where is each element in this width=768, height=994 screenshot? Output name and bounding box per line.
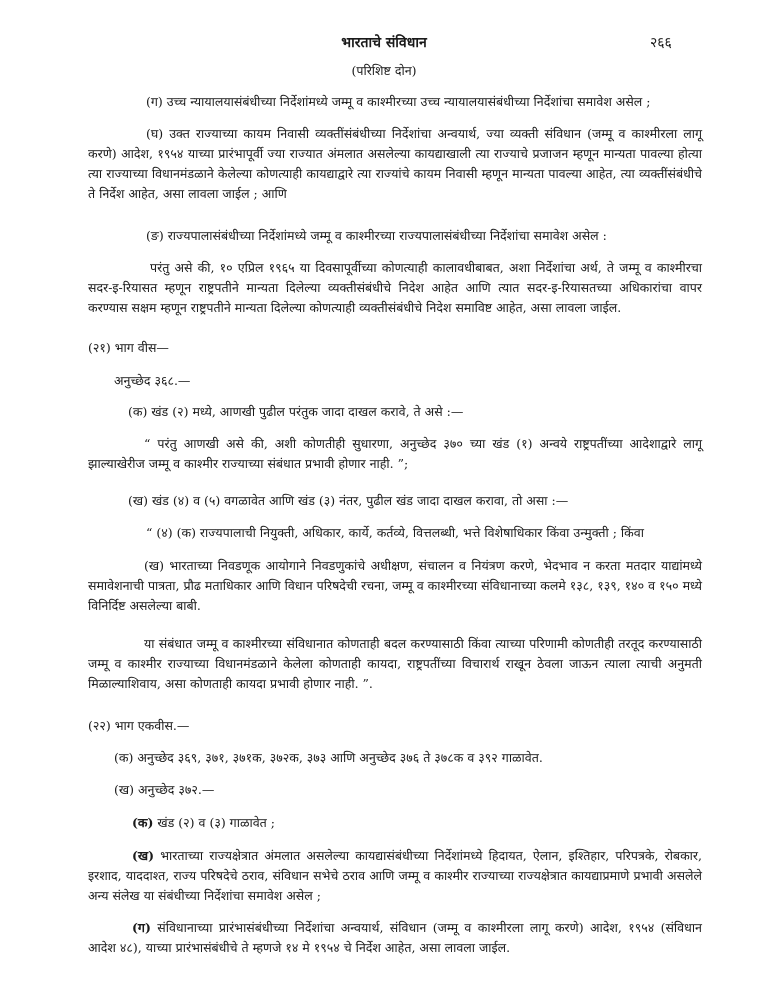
proviso-paragraph: परंतु असे की, १० एप्रिल १९६५ या दिवसापूर्वीच्या कोणत्याही कालावधीबाबत, अशा निर्देशांचा अर्थ, ते जम्मू व काश्मीरचा सदर-इ-रियासत म्हणून राष्ट्रपतीने मान्यता दिलेल्या व्यक्तीसंबंधीचे निदेश आहेत आणि त्यात सदर-इ-रियासतच्या अधिकारांचा वापर करण्यास सक्षम म्हणून राष्ट्रपतीने मान्यता दिलेल्या कोणत्याही व्यक्तीसंबंधीचे निदेश समाविष्ट आहेत, असा लावला जाईल. <box>88 260 702 315</box>
clause-22ka: (क) अनुच्छेद ३६९, ३७१, ३७१क, ३७२क, ३७३ आणि अनुच्छेद ३७६ ते ३७८क व ३९२ गाळावेत. <box>114 750 543 765</box>
page-header-title: भारताचे संविधान <box>341 35 427 51</box>
clause-gha: (घ) उक्त राज्याच्या कायम निवासी व्यक्तींसंबंधीच्या निर्देशांचा अन्वयार्थ, ज्या व्यक्ती संविधान (जम्मू व काश्मीरला लागू करणे) आदेश, १९५४ याच्या प्रारंभापूर्वी ज्या राज्यात अंमलात असलेल्या कायद्याखाली त्या राज्याचे प्रजाजन म्हणून मान्यता पावल्या होत्या त्या राज्याच्या विधानमंडळाने केलेल्या कोणत्याही कायद्याद्वारे त्या राज्यांचे कायम निवासी म्हणून मान्यता पावल्या आहेत, त्या व्यक्तींसंबंधीचे ते निर्देश आहेत, असा लावला जाईल ; आणि <box>88 126 702 201</box>
clause-4-closing: या संबंधात जम्मू व काश्मीरच्या संविधानात कोणताही बदल करण्यासाठी किंवा त्याच्या परिणामी कोणतीही तरतूद करण्यासाठी जम्मू व काश्मीर राज्याच्या विधानमंडळाने केलेला कोणताही कायदा, राष्ट्रपतींच्या विचारार्थ राखून ठेवला जाऊन त्याला त्याची अनुमती मिळाल्याशिवाय, असा कोणताही कायदा प्रभावी होणार नाही. ”. <box>88 636 702 691</box>
quoted-proviso: “ परंतु आणखी असे की, अशी कोणतीही सुधारणा, अनुच्छेद ३७० च्या खंड (१) अन्वये राष्ट्रपतींच्या आदेशाद्वारे लागू झाल्याखेरीज जम्मू व काश्मीर राज्याच्या संबंधात प्रभावी होणार नाही. ”; <box>88 436 702 471</box>
clause-372-ga <box>88 918 702 958</box>
clause-ga: (ग) उच्च न्यायालयासंबंधीच्या निर्देशांमध्ये जम्मू व काश्मीरच्या उच्च न्यायालयासंबंधीच्या निर्देशांचा समावेश असेल ; <box>146 94 651 109</box>
clause-4ka: “ (४) (क) राज्यपालाची नियुक्ती, अधिकार, कार्ये, कर्तव्ये, वित्तलब्धी, भत्ते विशेषाधिकार किंवा उन्मुक्ती ; किंवा <box>146 525 644 540</box>
clause-372-ka <box>132 813 702 833</box>
clause-text: खंड (२) व (३) गाळावेत ; <box>157 815 275 830</box>
clause-372-kha <box>88 846 702 906</box>
appendix-subtitle: (परिशिष्ट दोन) <box>351 63 417 78</box>
clause-text: भारताच्या राज्यक्षेत्रात अंमलात असलेल्या कायद्यासंबंधीच्या निर्देशांमध्ये हिदायत, ऐलान, इश्तिहार, परिपत्रके, रोबकार, इरशाद, याददाश्त, राज्य परिषदेचे ठराव, संविधान सभेचे ठराव आणि जम्मू व काश्मीर राज्याच्या राज्यक्षेत्रात कायद्याप्रमाणे प्रभावी असलेले अन्य संलेख या संबंधीच्या निर्देशांचा समावेश असेल ; <box>88 848 702 903</box>
clause-kha-khand4: (ख) खंड (४) व (५) वगळावेत आणि खंड (३) नंतर, पुढील खंड जादा दाखल करावा, तो असा :— <box>128 493 569 508</box>
clause-4kha: (ख) भारताच्या निवडणूक आयोगाने निवडणुकांचे अधीक्षण, संचालन व नियंत्रण करणे, भेदभाव न करता मतदार याद्यांमध्ये समावेशनाची पात्रता, प्रौढ मताधिकार आणि विधान परिषदेची रचना, जम्मू व काश्मीरच्या संविधानाच्या कलमे १३८, १३९, १४० व १५० मध्ये विनिर्दिष्ट असलेल्या बाबी. <box>88 558 702 613</box>
clause-nga: (ङ) राज्यपालासंबंधीच्या निर्देशांमध्ये जम्मू व काश्मीरच्या राज्यपालासंबंधीच्या निर्देशांचा समावेश असेल : <box>146 228 607 243</box>
clause-text: संविधानाच्या प्रारंभासंबंधीच्या निर्देशांचा अन्वयार्थ, संविधान (जम्मू व काश्मीरला लागू करणे) आदेश, १९५४ (संविधान आदेश ४८), याच्या प्रारंभासंबंधीचे ते म्हणजे १४ मे १९५४ चे निर्देश आहेत, असा लावला जाईल. <box>88 920 702 955</box>
article-368-heading: अनुच्छेद ३६८.— <box>114 373 191 388</box>
section-heading-22: (२२) भाग एकवीस.— <box>88 718 190 733</box>
section-heading-21: (२१) भाग वीस— <box>88 340 169 355</box>
clause-label: (ख) <box>132 848 155 863</box>
clause-label: (ग) <box>132 920 151 935</box>
page-number: २६६ <box>650 35 672 51</box>
clause-22kha: (ख) अनुच्छेद ३७२.— <box>114 782 215 797</box>
clause-label: (क) <box>132 815 154 830</box>
clause-ka-khand2: (क) खंड (२) मध्ये, आणखी पुढील परंतुक जादा दाखल करावे, ते असे :— <box>128 404 464 419</box>
